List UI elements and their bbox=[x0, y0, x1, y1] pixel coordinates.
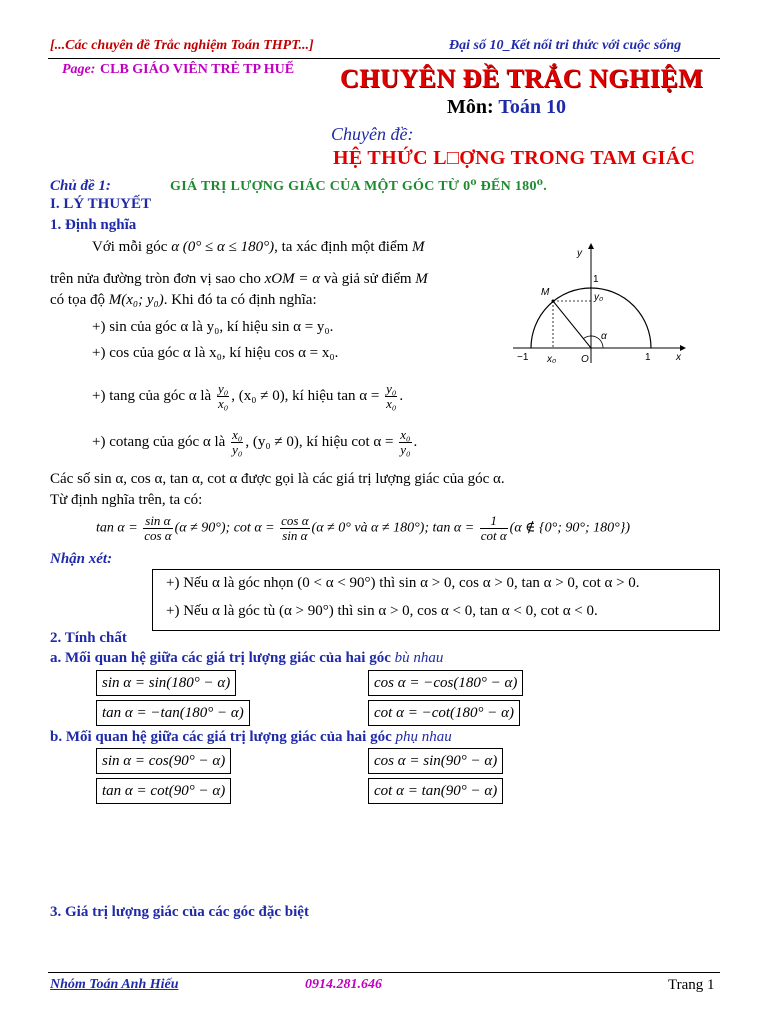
subheading-italic: bù nhau bbox=[394, 650, 444, 666]
label-x0: x₀ bbox=[547, 354, 557, 365]
fraction-denominator: x₀ bbox=[217, 396, 229, 411]
def-text: Với mỗi góc bbox=[92, 239, 168, 255]
segment-om bbox=[553, 301, 591, 348]
page-name: CLB GIÁO VIÊN TRẺ TP HUẾ bbox=[100, 62, 295, 77]
footer-page-number: Trang 1 bbox=[668, 977, 715, 993]
fraction-cos-sin bbox=[280, 514, 309, 543]
fraction-denominator: x₀ bbox=[386, 396, 397, 411]
def-text: , (x₀ ≠ 0), kí hiệu tan α = bbox=[231, 387, 380, 404]
subheading-complementary bbox=[50, 729, 452, 746]
fraction-numerator: x₀ bbox=[232, 427, 243, 442]
remark-label: Nhận xét: bbox=[50, 551, 113, 567]
values-definition: Các số sin α, cos α, tan α, cot α được gọi là các giá trị lượng giác của góc α. bbox=[50, 471, 505, 487]
footer-author: Nhóm Toán Anh Hiếu bbox=[50, 977, 179, 992]
remark-obtuse: +) Nếu α là góc tù (α > 90°) thì sin α > 0, cos α < 0, tan α < 0, cot α < 0. bbox=[166, 603, 598, 619]
def-text: +) tang của góc α là bbox=[92, 387, 212, 404]
subheading-text: b. Mối quan hệ giữa các giá trị lượng giác của hai góc bbox=[50, 729, 392, 745]
label-y-axis: y bbox=[577, 248, 582, 259]
subject-label: Môn: bbox=[447, 96, 494, 118]
fraction-numerator: y₀ bbox=[386, 381, 397, 396]
definition-line-1 bbox=[92, 239, 425, 256]
chude-title: GIÁ TRỊ LƯỢNG GIÁC CỦA MỘT GÓC TỪ 0⁰ ĐẾN 180⁰. bbox=[170, 179, 548, 194]
fraction-numerator: y₀ bbox=[217, 381, 229, 396]
fraction-numerator: x₀ bbox=[400, 427, 411, 442]
page-label: Page: bbox=[62, 62, 96, 77]
formula-box-cos-comp: cos α = sin(90° − α) bbox=[368, 748, 503, 774]
definition-cos: +) cos của góc α là x₀, kí hiệu cos α = x₀. bbox=[92, 345, 339, 361]
fraction-denominator: sin α bbox=[282, 528, 308, 543]
main-title: CHUYÊN ĐỀ TRẮC NGHIỆM bbox=[340, 64, 704, 93]
formula-part: (α ∉ {0°; 90°; 180°}) bbox=[509, 520, 631, 536]
fraction-denominator: cot α bbox=[480, 528, 507, 543]
unit-semicircle-figure bbox=[505, 238, 695, 368]
fraction-y0-x0 bbox=[217, 382, 229, 411]
from-definition: Từ định nghĩa trên, ta có: bbox=[50, 492, 203, 508]
topic-title: HỆ THỨC L□ỢNG TRONG TAM GIÁC bbox=[333, 147, 696, 169]
fraction-numerator: cos α bbox=[281, 513, 309, 528]
label-origin: O bbox=[581, 354, 589, 365]
subheading-supplementary bbox=[50, 650, 443, 667]
definition-line-3 bbox=[50, 292, 317, 309]
fraction-x0-y0 bbox=[399, 428, 411, 457]
angle-range: α (0° ≤ α ≤ 180°) bbox=[171, 239, 275, 255]
def-text: có tọa độ bbox=[50, 292, 105, 308]
header-left-text: [...Các chuyên đề Trắc nghiệm Toán THPT...] bbox=[50, 38, 314, 53]
def-text: . Khi đó ta có định nghĩa: bbox=[163, 292, 317, 308]
label-alpha: α bbox=[601, 331, 607, 342]
label-one-right: 1 bbox=[645, 352, 651, 363]
formula-box-tan-comp: tan α = cot(90° − α) bbox=[96, 778, 231, 804]
def-text: , (y₀ ≠ 0), kí hiệu cot α = bbox=[245, 433, 394, 450]
footer-phone: 0914.281.646 bbox=[305, 977, 382, 992]
fraction-numerator: 1 bbox=[480, 514, 508, 529]
point-m: M bbox=[412, 239, 425, 255]
def-text: trên nửa đường tròn đơn vị sao cho bbox=[50, 271, 261, 287]
formula-part: tan α = bbox=[96, 520, 138, 536]
point-m-dot bbox=[552, 300, 555, 303]
formula-box-cot-supp: cot α = −cot(180° − α) bbox=[368, 700, 520, 726]
definition-line-2 bbox=[50, 271, 428, 288]
def-text: , ta xác định một điểm bbox=[274, 239, 409, 255]
label-y0: y₀ bbox=[594, 292, 604, 303]
subject-name: Toán 10 bbox=[498, 96, 566, 118]
def-text: +) cotang của góc α là bbox=[92, 433, 226, 450]
point-coordinates: M(x₀; y₀) bbox=[108, 292, 164, 308]
label-x-axis: x bbox=[676, 352, 681, 363]
subject-line bbox=[447, 96, 566, 119]
formula-part: (α ≠ 90°); cot α = bbox=[174, 520, 275, 536]
formula-box-cos-supp: cos α = −cos(180° − α) bbox=[368, 670, 523, 696]
header-right-text: Đại số 10_Kết nối tri thức với cuộc sống bbox=[449, 38, 682, 53]
fraction-numerator: sin α bbox=[143, 514, 172, 529]
topic-label: Chuyên đề: bbox=[331, 124, 414, 144]
fraction-denominator: y₀ bbox=[400, 442, 411, 457]
formula-box-cot-comp: cot α = tan(90° − α) bbox=[368, 778, 503, 804]
definition-sin: +) sin của góc α là y₀, kí hiệu sin α = y₀. bbox=[92, 319, 334, 335]
label-minus-one: −1 bbox=[517, 352, 529, 363]
section-heading-theory: I. LÝ THUYẾT bbox=[50, 196, 152, 212]
fraction-sin-cos bbox=[143, 514, 172, 543]
formula-box-sin-comp: sin α = cos(90° − α) bbox=[96, 748, 231, 774]
fraction-y0-x0 bbox=[385, 382, 397, 411]
header-divider bbox=[48, 58, 720, 59]
definition-cot: +) cotang của góc α là $\frac{\text{x₀}}{\text{y₀}}$ , (y₀ ≠ 0), kí hiệu cot α = $\frac{\text{x₀}}{\text{y₀}}$ . bbox=[92, 427, 418, 457]
point-m: M bbox=[415, 271, 428, 287]
subheading-definition: 1. Định nghĩa bbox=[50, 217, 137, 233]
formula-box-sin-supp: sin α = sin(180° − α) bbox=[96, 670, 236, 696]
subheading-special-angles: 3. Giá trị lượng giác của các góc đặc biệt bbox=[50, 904, 309, 920]
subheading-properties: 2. Tính chất bbox=[50, 630, 127, 646]
formula-part: (α ≠ 0° và α ≠ 180°); tan α = bbox=[311, 520, 475, 536]
chude-label: Chủ đề 1: bbox=[50, 178, 111, 194]
fraction-one-cot bbox=[480, 514, 508, 543]
angle-equation: xOM = α bbox=[264, 271, 321, 287]
label-one-top: 1 bbox=[593, 274, 599, 285]
formula-line bbox=[96, 514, 630, 543]
def-text: và giả sử điểm bbox=[323, 271, 412, 287]
fraction-denominator: y₀ bbox=[232, 442, 243, 457]
remark-acute: +) Nếu α là góc nhọn (0 < α < 90°) thì sin α > 0, cos α > 0, tan α > 0, cot α > 0. bbox=[166, 575, 640, 591]
label-m: M bbox=[541, 287, 550, 298]
fraction-denominator: cos α bbox=[144, 528, 172, 543]
definition-tan: +) tang của góc α là $\frac{\text{y₀}}{\text{x₀}}$ , (x₀ ≠ 0), kí hiệu tan α = $\frac{\text{y₀}}{\text{x₀}}$ . bbox=[92, 381, 404, 411]
subheading-text: a. Mối quan hệ giữa các giá trị lượng giác của hai góc bbox=[50, 650, 391, 666]
subheading-italic: phụ nhau bbox=[395, 729, 452, 745]
formula-box-tan-supp: tan α = −tan(180° − α) bbox=[96, 700, 250, 726]
footer-divider bbox=[48, 972, 720, 973]
fraction-x0-y0 bbox=[231, 428, 243, 457]
